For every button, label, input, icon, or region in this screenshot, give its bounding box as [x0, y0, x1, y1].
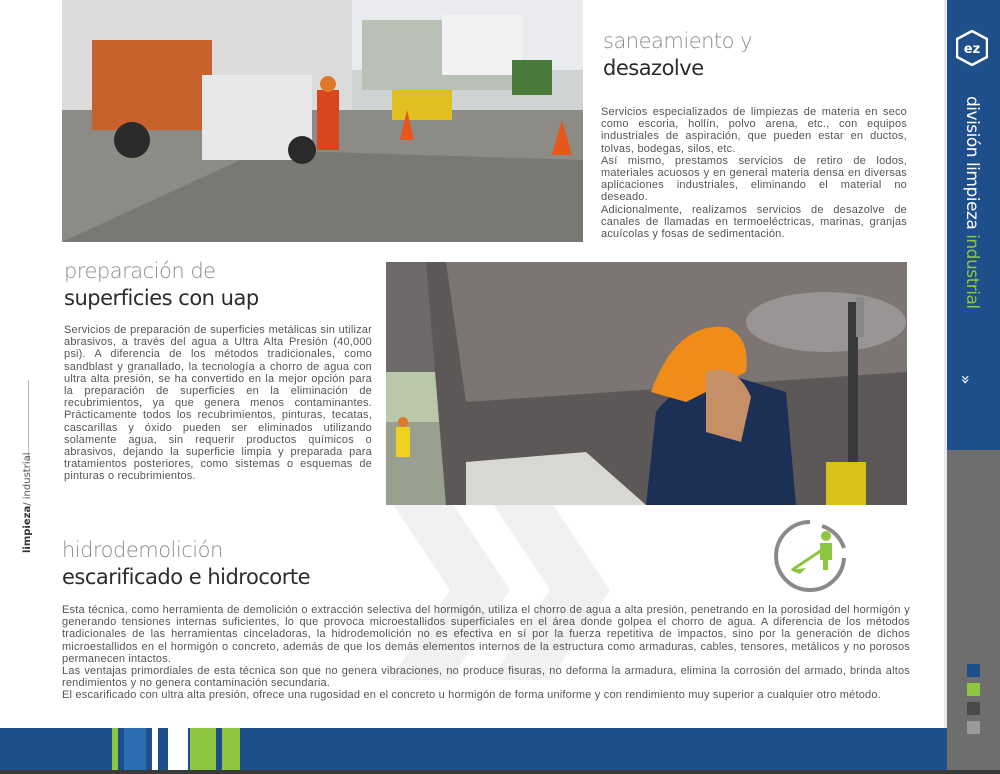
section-title-line2: desazolve	[603, 56, 704, 80]
side-caption-bold: limpieza	[22, 505, 33, 553]
paragraph: Servicios especializados de limpiezas de materia en seco como escoria, hollín, polvo arena, etc., con equipos industriales de aspiración, que pueden estar en ductos, tolvas, bodegas, silos, etc.	[601, 106, 907, 155]
section-title-line1: saneamiento y	[603, 29, 753, 53]
footer-stripe	[112, 728, 118, 770]
section-title-saneamiento	[603, 28, 752, 82]
footer-stripe	[222, 728, 240, 770]
section-body-preparacion	[64, 324, 372, 483]
side-divider	[28, 380, 29, 460]
swatch-green	[967, 683, 980, 696]
section-body-saneamiento	[601, 106, 907, 240]
footer-stripe	[168, 728, 188, 770]
side-caption	[22, 453, 33, 554]
division-title-main: división limpieza	[962, 96, 982, 235]
hydrodemolition-worker-icon	[770, 518, 850, 594]
section-title-hidrodemolicion	[62, 537, 310, 591]
section-body-hidrodemolicion	[62, 604, 910, 702]
footer-image-strip	[0, 770, 1000, 774]
division-title	[962, 96, 982, 309]
double-chevron-down-icon[interactable]: »	[956, 374, 976, 385]
paragraph: Servicios de preparación de superficies metálicas sin utilizar abrasivos, a través del agua a Ultra Alta Presión (40,000 psi). A diferencia de los métodos tradicionales, como sandblast y granallado, la tecnología a chorro de agua con ultra alta presión, se ha convertido en la mejor opción para la preparación de superficies en la eliminación de recubrimientos, ya que genera menos contaminantes. Prácticamente todos los recubrimientos, pinturas, tecatas, cascarillas y óxido pueden ser eliminados utilizando solamente agua, sin requerir productos químicos o abrasivos, dejando la superficie limpia y preparada para tratamientos posteriores, como sistemas o esquemas de pinturas o recubrimientos.	[64, 324, 372, 483]
side-caption-rest: / industrial	[22, 452, 33, 506]
section-title-line2: escarificado e hidrocorte	[62, 565, 311, 589]
paragraph: El escarificado con ultra alta presión, ofrece una rugosidad en el concreto u hormigón de forma uniforme y con rendimiento muy superior a cualquier otro método.	[62, 689, 881, 702]
section-title-line1: preparación de	[64, 259, 216, 283]
footer-stripe	[190, 728, 216, 770]
swatch-blue	[967, 664, 980, 677]
paragraph: Así mismo, prestamos servicios de retiro de lodos, materiales acuosos y en general materia densa en diversas aplicaciones industriales, eliminando el material no deseado.	[601, 154, 907, 204]
paragraph: Adicionalmente, realizamos servicios de desazolve de canales de llamadas en termoeléctricas, marinas, granjas acuícolas y fosas de sedimentación.	[601, 203, 907, 241]
ez-logo-icon	[956, 30, 988, 66]
division-title-accent: industrial	[962, 234, 982, 309]
section-title-line2: superficies con uap	[64, 286, 259, 310]
swatch-light-gray	[967, 721, 980, 734]
footer-stripe	[124, 728, 146, 770]
section-title-line1: hidrodemolición	[62, 538, 223, 562]
footer-stripe	[152, 728, 158, 770]
logo-text: ez	[963, 42, 981, 57]
paragraph: Esta técnica, como herramienta de demolición o extracción selectiva del hormigón, utiliza el chorro de agua a alta presión, penetrando en la porosidad del hormigón y generando tensiones internas suficientes, lo que provoca microestallidos superficiales en el área donde golpea el chorro de agua. A diferencia de los métodos tradicionales de las herramientas cinceladoras, la hidrodemolición no es efectiva en sí por la fuerza repetitiva de impactos, sino por la generación de dichos microestallidos en el hormigón o concreto, además de que los demás elementos internos de la estructura como armaduras, cables, tensores, metálicos y no porosos permanecen intactos.	[62, 604, 910, 665]
paragraph: Las ventajas primordiales de esta técnica son que no genera vibraciones, no produce fisuras, no deforma la armadura, elimina la corrosión del armado, brinda altos rendimientos y no genera contaminación secundaria.	[62, 665, 910, 690]
section-title-preparacion	[64, 258, 259, 312]
photo-vacuum-equipment	[62, 0, 583, 242]
swatch-dark-gray	[967, 702, 980, 715]
photo-surface-preparation	[386, 262, 907, 505]
